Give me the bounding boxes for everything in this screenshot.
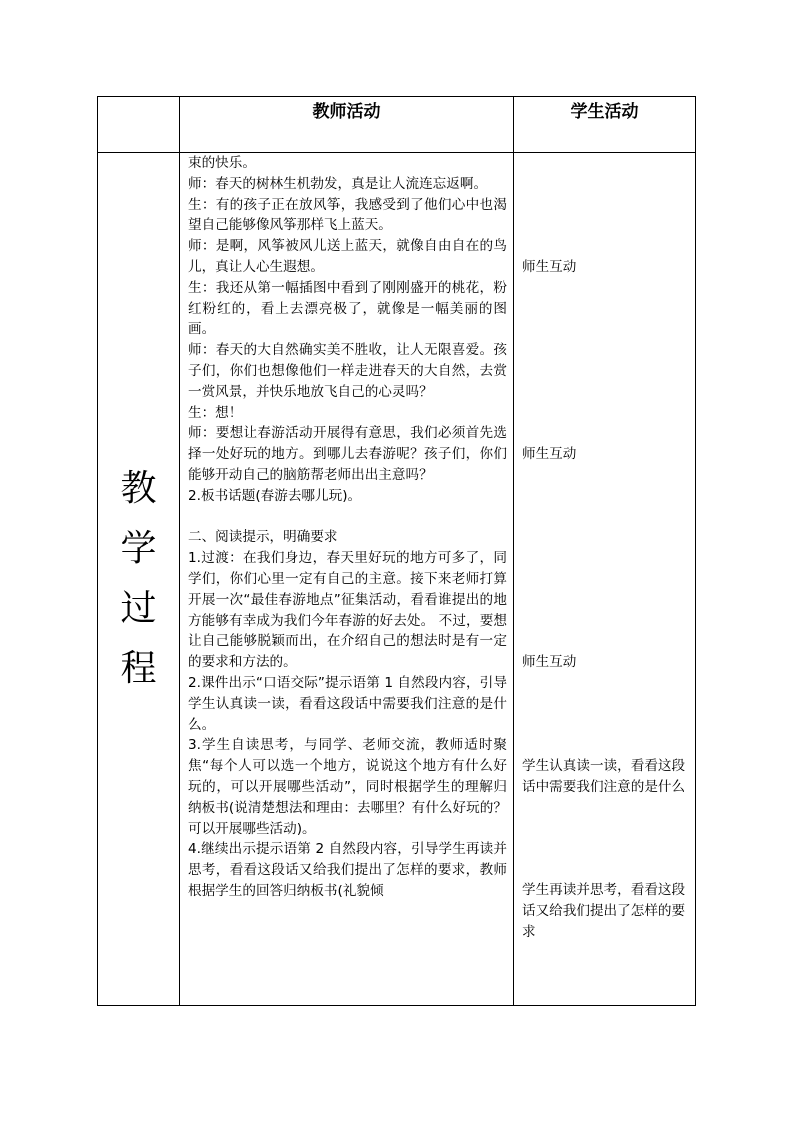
teacher-paragraph: 师：春天的大自然确实美不胜收，让人无限喜爱。孩子们，你们也想像他们一样走进春天的大自然，去赏一赏风景，并快乐地放飞自己的心灵吗？ — [188, 342, 507, 400]
student-note: 学生再读并思考，看看这段话又给我们提出了怎样的要求 — [522, 882, 686, 940]
teacher-paragraph: 4.继续出示提示语第 2 自然段内容，引导学生再读并思考，看看这段话又给我们提出了怎样的要求，教师根据学生的回答归纳板书(礼貌倾 — [188, 841, 507, 899]
teacher-paragraph: 师：要想让春游活动开展得有意思，我们必须首先选择一处好玩的地方。到哪儿去春游呢？孩子们，你们能够开动自己的脑筋帮老师出出主意吗？ — [188, 425, 507, 483]
lesson-plan-table — [97, 96, 696, 1006]
teacher-paragraph: 1.过渡：在我们身边，春天里好玩的地方可多了，同学们，你们心里一定有自己的主意。接下来老师打算开展一次“最佳春游地点”征集活动，看看谁提出的地方能够有幸成为我们今年春游的好去处。 不过，要想让自己能够脱颖而出，在介绍自己的想法时是有一定的要求和方法的。 — [188, 550, 507, 671]
student-note: 师生互动 — [522, 446, 577, 462]
teacher-activity-cell — [180, 153, 514, 1006]
teacher-paragraph: 3.学生自读思考，与同学、老师交流，教师适时聚焦“每个人可以选一个地方，说说这个地方有什么好玩的，可以开展哪些活动”，同时根据学生的理解归纳板书(说清楚想法和理由：去哪里？有什么好玩的？可以开展哪些活动)。 — [188, 737, 507, 837]
teacher-paragraph: 生：有的孩子正在放风筝，我感受到了他们心中也渴望自己能够像风筝那样飞上蓝天。 — [188, 196, 507, 234]
side-label-char: 过 — [120, 588, 157, 629]
teaching-process-label — [98, 153, 180, 1006]
teacher-activity-header: 教师活动 — [180, 97, 514, 153]
teacher-paragraph: 束的快乐。 — [188, 155, 256, 171]
student-activity-header: 学生活动 — [514, 97, 696, 153]
teacher-paragraph: 师：是啊，风筝被风儿送上蓝天，就像自由自在的鸟儿，真让人心生遐想。 — [188, 238, 507, 275]
student-note: 师生互动 — [522, 259, 577, 275]
teacher-paragraph: 2.板书话题(春游去哪儿玩)。 — [188, 487, 362, 504]
side-label-char: 教 — [120, 468, 157, 509]
teacher-paragraph: 生：想！ — [188, 404, 243, 421]
teacher-paragraph: 师：春天的树林生机勃发，真是让人流连忘返啊。 — [188, 175, 488, 192]
student-note: 学生认真读一读，看看这段话中需要我们注意的是什么 — [522, 758, 686, 795]
side-label-char: 学 — [120, 528, 157, 569]
student-note: 师生互动 — [522, 654, 577, 670]
side-label-char: 程 — [120, 648, 157, 689]
section-heading: 二、阅读提示，明确要求 — [188, 529, 338, 546]
teacher-paragraph: 生：我还从第一幅插图中看到了刚刚盛开的桃花，粉红粉红的，看上去漂亮极了，就像是一幅美丽的图画。 — [188, 279, 507, 338]
blank-line — [188, 507, 507, 528]
content-row — [98, 153, 696, 1006]
teacher-paragraph: 2.课件出示“口语交际”提示语第 1 自然段内容，引导学生认真读一读，看看这段话中需要我们注意的是什么。 — [188, 674, 507, 733]
student-activity-cell — [514, 153, 696, 1006]
header-blank-cell — [98, 97, 180, 153]
header-row — [98, 97, 696, 153]
